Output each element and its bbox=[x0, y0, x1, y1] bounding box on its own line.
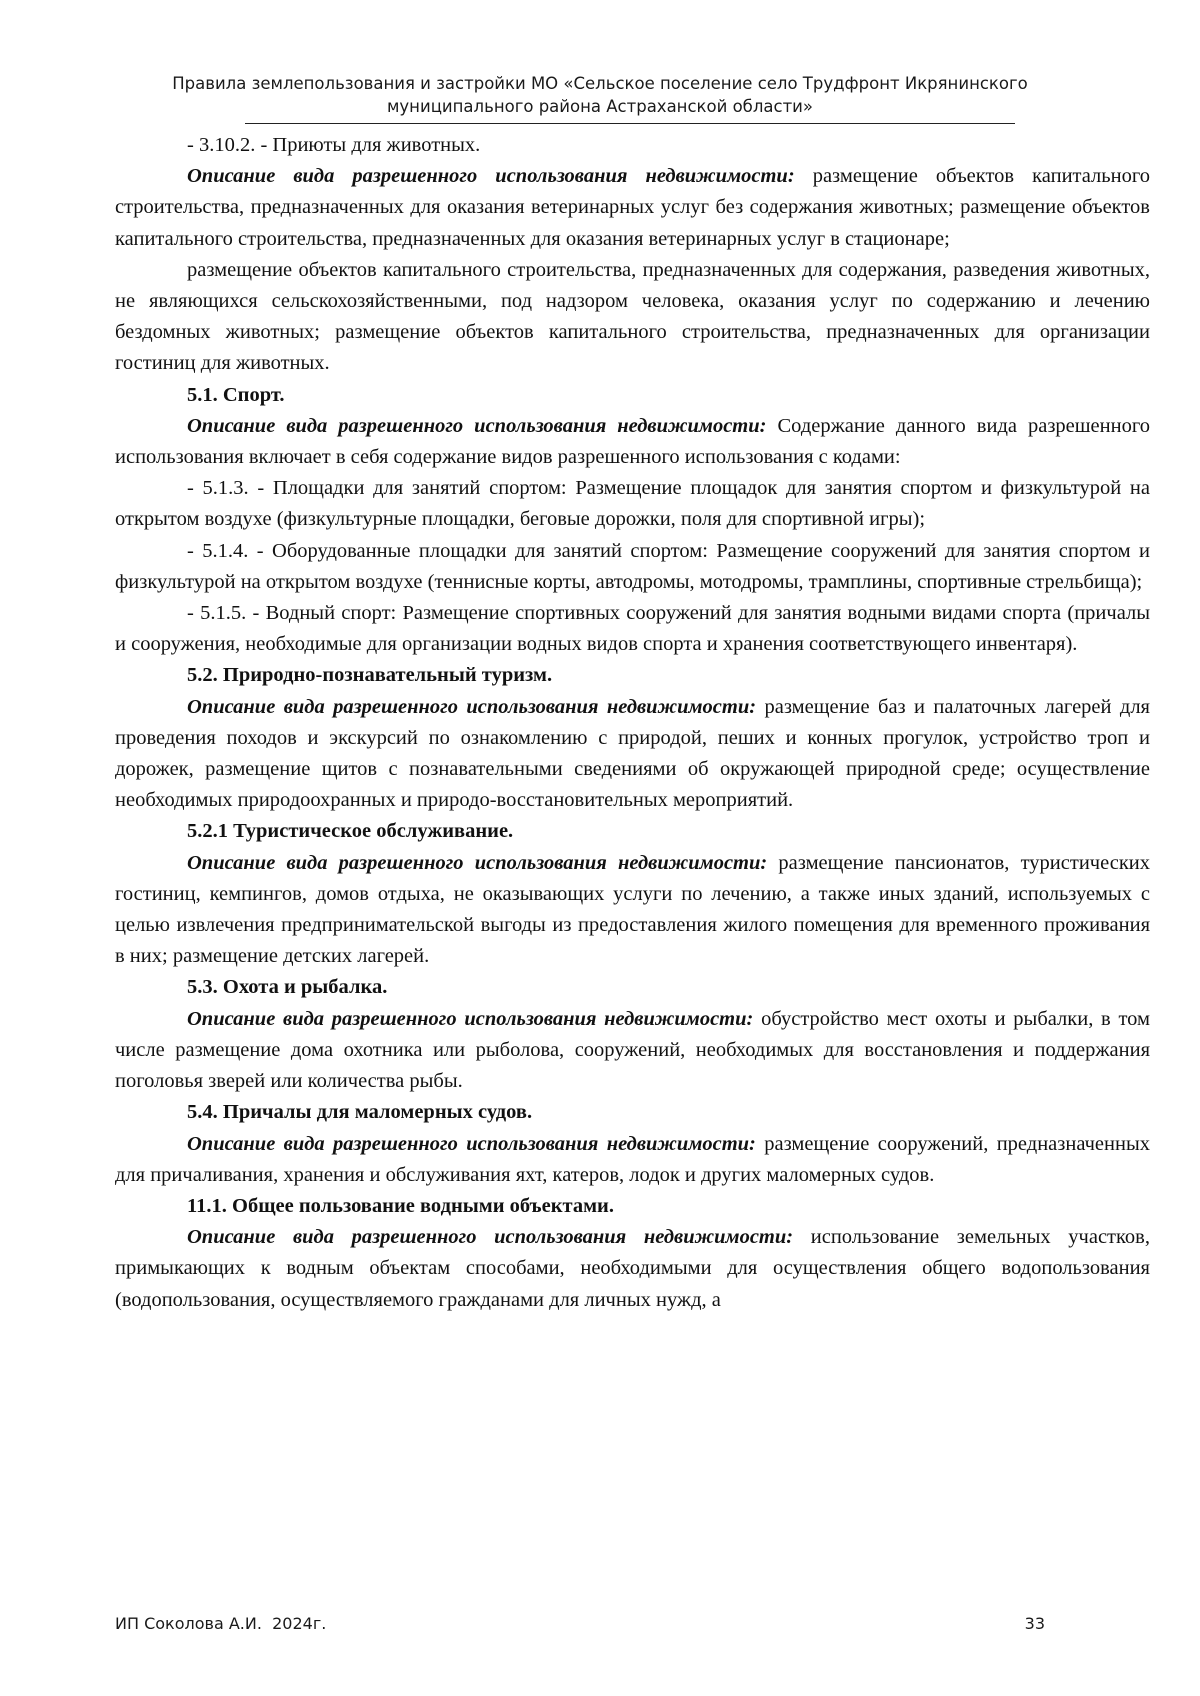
description-lead: Описание вида разрешенного использования недвижимости: bbox=[187, 1007, 754, 1030]
header-divider bbox=[245, 123, 1015, 124]
list-item-5-1-4: - 5.1.4. - Оборудованные площадки для занятий спортом: Размещение сооружений для занятия спортом и физкультурой на открытом воздухе (теннисные корты, автодромы, мотодромы, трамплины, спортивные стрельбища); bbox=[115, 539, 1150, 593]
description-lead: Описание вида разрешенного использования недвижимости: bbox=[187, 1132, 756, 1155]
header-line-2: муниципального района Астраханской области» bbox=[386, 97, 814, 116]
paragraph-description bbox=[115, 1004, 1150, 1098]
description-lead: Описание вида разрешенного использования недвижимости: bbox=[187, 851, 768, 874]
page-header bbox=[120, 72, 1080, 118]
description-text: Содержание данного вида разрешенного использования включает в себя содержание видов разрешенного использования с кодами: bbox=[115, 414, 1150, 469]
list-item-5-1-3: - 5.1.3. - Площадки для занятий спортом: Размещение площадок для занятия спортом и физкультурой на открытом воздухе (физкультурные площадки, беговые дорожки, поля для спортивной игры); bbox=[115, 477, 1150, 531]
description-text: размещение сооружений, предназначенных для причаливания, хранения и обслуживания яхт, катеров, лодок и других маломерных судов. bbox=[115, 1132, 1150, 1186]
paragraph-description bbox=[115, 161, 1150, 255]
list-item-5-1-5: - 5.1.5. - Водный спорт: Размещение спортивных сооружений для занятия водными видами спорта (причалы и сооружения, необходимые для организации водных видов спорта и хранения соответствующего инвентаря). bbox=[115, 602, 1150, 656]
description-text: размещение объектов капитального строительства, предназначенных для оказания ветеринарных услуг без содержания животных; размещение объектов капитального строительства, предназначенных для оказания ветеринарных услуг в стационаре; bbox=[115, 165, 1150, 250]
footer-author: ИП Соколова А.И. 2024г. bbox=[115, 1614, 327, 1633]
section-heading-5-2: 5.2. Природно-познавательный туризм. bbox=[187, 664, 553, 687]
paragraph-description bbox=[115, 1222, 1150, 1316]
section-heading-11-1: 11.1. Общее пользование водными объектами. bbox=[187, 1194, 614, 1217]
paragraph-description bbox=[115, 1129, 1150, 1191]
paragraph-description bbox=[115, 692, 1150, 817]
description-text: размещение пансионатов, туристических гостиниц, кемпингов, домов отдыха, не оказывающих услуги по лечению, а также иных зданий, используемых с целью извлечения предпринимательской выгоды из предоставления жилого помещения для временного проживания в них; размещение детских лагерей. bbox=[115, 851, 1150, 968]
paragraph-description bbox=[115, 848, 1150, 973]
paragraph-text: размещение объектов капитального строительства, предназначенных для содержания, разведения животных, не являющихся сельскохозяйственными, под надзором человека, оказания услуг по содержанию и лечению бездомных животных; размещение объектов капитального строительства, предназначенных для организации гостиниц для животных. bbox=[115, 258, 1150, 375]
description-lead: Описание вида разрешенного использования недвижимости: bbox=[187, 1226, 794, 1249]
description-text: обустройство мест охоты и рыбалки, в том числе размещение дома охотника или рыболова, сооружений, необходимых для восстановления и поддержания поголовья зверей или количества рыбы. bbox=[115, 1007, 1150, 1093]
paragraph-description bbox=[115, 411, 1150, 473]
description-lead: Описание вида разрешенного использования недвижимости: bbox=[187, 165, 795, 188]
description-lead: Описание вида разрешенного использования недвижимости: bbox=[187, 414, 767, 437]
section-heading-5-3: 5.3. Охота и рыбалка. bbox=[187, 976, 388, 999]
header-line-1: Правила землепользования и застройки МО «Сельское поселение село Трудфронт Икрянинского bbox=[172, 74, 1028, 93]
page-number: 33 bbox=[1024, 1614, 1045, 1633]
description-text: размещение баз и палаточных лагерей для проведения походов и экскурсий по ознакомлению с природой, пеших и конных прогулок, устройство троп и дорожек, размещение щитов с познавательными сведениями об окружающей природной среде; осуществление необходимых природоохранных и природо-восстановительных мероприятий. bbox=[115, 695, 1150, 812]
section-heading-5-4: 5.4. Причалы для маломерных судов. bbox=[187, 1101, 533, 1124]
document-body bbox=[115, 130, 1150, 1316]
description-text: использование земельных участков, примыкающих к водным объектам способами, необходимыми для осуществления общего водопользования (водопользования, осуществляемого гражданами для личных нужд, а bbox=[115, 1226, 1150, 1311]
section-heading-5-2-1: 5.2.1 Туристическое обслуживание. bbox=[187, 820, 514, 843]
section-heading-5-1: 5.1. Спорт. bbox=[187, 383, 285, 406]
list-item-3-10-2: - 3.10.2. - Приюты для животных. bbox=[187, 134, 481, 156]
description-lead: Описание вида разрешенного использования недвижимости: bbox=[187, 695, 757, 718]
